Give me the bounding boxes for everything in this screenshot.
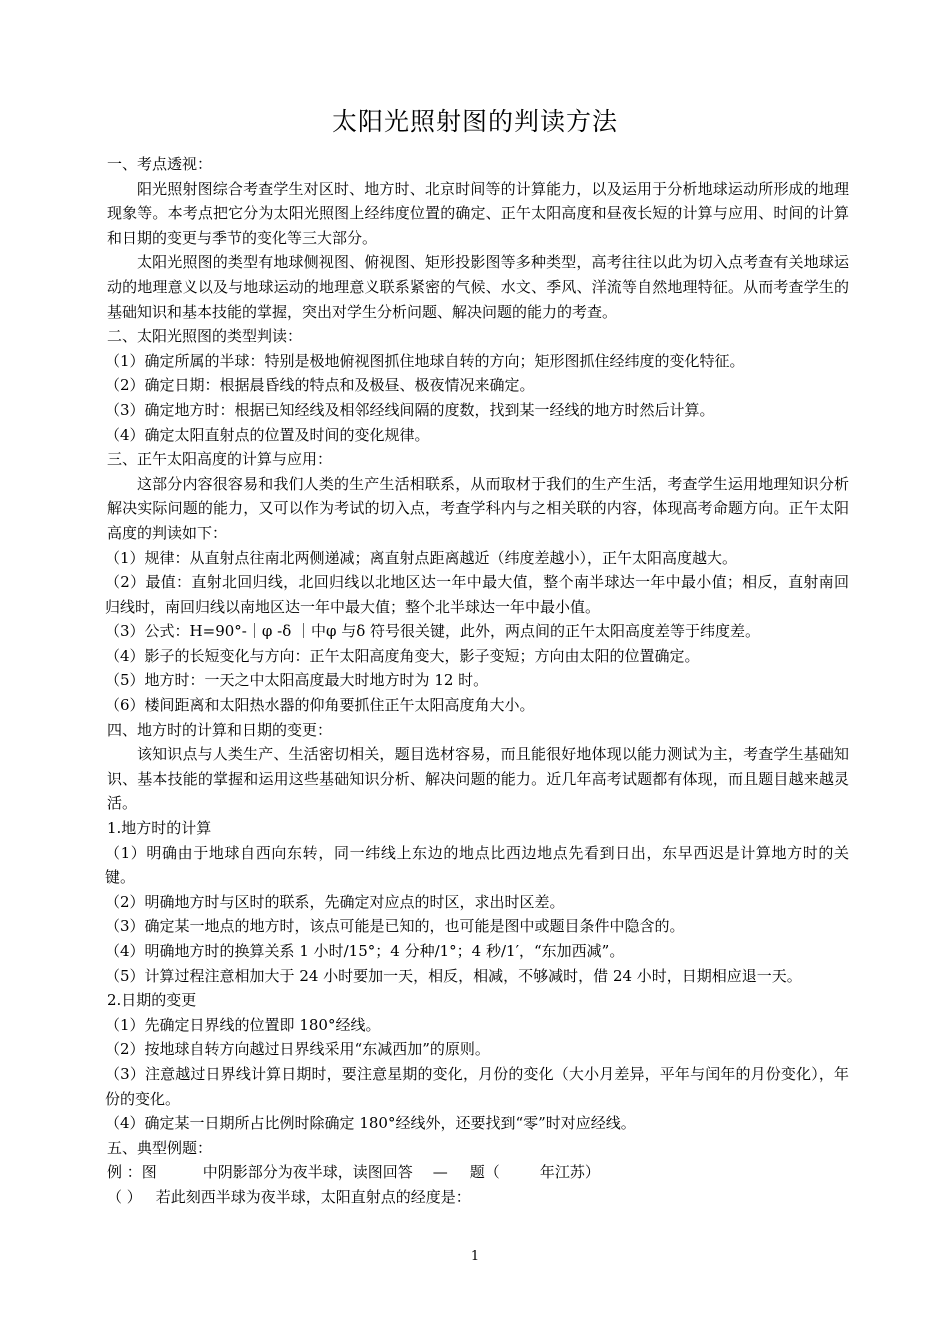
local-time-item: （5）计算过程注意相加大于 24 小时要加一天，相反，相减，不够减时，借 24 小时，日期相应退一天。 <box>105 966 802 985</box>
section-4-paragraph: 该知识点与人类生产、生活密切相关，题目选材容易，而且能很好地体现以能力测试为主，考查学生基础知识、基本技能的掌握和运用这些基础知识分析、解决问题的能力。近几年高考试题都有体现，而且题目越来越灵活。 <box>107 745 849 813</box>
section-3-item: （3）公式：H=90°-｜φ -δ ｜中φ 与δ 符号很关键，此外，两点间的正午太阳高度差等于纬度差。 <box>105 622 761 641</box>
section-1-heading: 一、考点透视： <box>107 155 213 173</box>
local-time-item: （2）明确地方时与区时的联系，先确定对应点的时区，求出时区差。 <box>105 892 565 911</box>
section-2-item: （1）确定所属的半球：特别是极地俯视图抓住地球自转的方向；矩形图抓住经纬度的变化特征。 <box>105 351 745 370</box>
example-text: 中阴影部分为夜半球，读图回答 <box>202 1163 413 1182</box>
section-3-item: （4）影子的长短变化与方向：正午太阳高度角变大，影子变短；方向由太阳的位置确定。 <box>105 646 700 665</box>
local-time-item: （4）明确地方时的换算关系 1 小时/15°；4 分种/1°；4 秒/1′，“东加西减”。 <box>105 942 625 960</box>
section-3-paragraph: 这部分内容很容易和我们人类的生产生活相联系，从而取材于我们的生产生活，考查学生运用地理知识分析解决实际问题的能力，又可以作为考试的切入点，考查学科内与之相关联的内容，体现高考命题方向。正午太阳高度的判读如下： <box>107 474 849 542</box>
date-change-item: （3）注意越过日界线计算日期时，要注意星期的变化，月份的变化（大小月差异，平年与闰年的月份变化），年份的变化。 <box>105 1064 849 1108</box>
section-2-item: （3）确定地方时：根据已知经线及相邻经线间隔的度数，找到某一经线的地方时然后计算。 <box>105 400 715 419</box>
section-1-paragraph-1: 阳光照射图综合考查学生对区时、地方时、北京时间等的计算能力，以及运用于分析地球运动所形成的地理现象等。本考点把它分为太阳光照图上经纬度位置的确定、正午太阳高度和昼夜长短的计算与应用、时间的计算和日期的变更与季节的变化等三大部分。 <box>107 179 849 247</box>
document-title: 太阳光照射图的判读方法 <box>331 107 618 136</box>
answer-bracket: （ ） <box>107 1187 142 1206</box>
section-2-item: （4）确定太阳直射点的位置及时间的变化规律。 <box>105 425 430 444</box>
section-4-heading: 四、地方时的计算和日期的变更： <box>107 720 333 739</box>
section-3-item: （5）地方时：一天之中太阳高度最大时地方时为 12 时。 <box>105 671 489 690</box>
subsection-local-time-heading: 1.地方时的计算 <box>107 819 212 838</box>
question-1-text: 若此刻西半球为夜半球，太阳直射点的经度是： <box>155 1187 471 1206</box>
subsection-date-change-heading: 2.日期的变更 <box>107 991 197 1010</box>
date-change-item: （2）按地球自转方向越过日界线采用“东减西加”的原则。 <box>105 1040 490 1059</box>
page-number: 1 <box>470 1249 480 1264</box>
date-change-item: （4）确定某一日期所占比例时除确定 180°经线外，还要找到“零”时对应经线。 <box>105 1114 636 1133</box>
document-body <box>107 152 849 1210</box>
section-3-item: （1）规律：从直射点往南北两侧递减；离直射点距离越近（纬度差越小），正午太阳高度越大。 <box>105 548 738 567</box>
example-label: 例 ：图 <box>107 1163 157 1182</box>
example-source-close: 年江苏） <box>539 1163 600 1182</box>
section-3-heading: 三、正午太阳高度的计算与应用： <box>107 450 333 469</box>
section-3-item: （2）最值：直射北回归线，北回归线以北地区达一年中最大值，整个南半球达一年中最小值；相反，直射南回归线时，南回归线以南地区达一年中最大值；整个北半球达一年中最小值。 <box>105 573 849 616</box>
example-source-open: 题（ <box>469 1163 500 1182</box>
example-line <box>107 1160 849 1185</box>
local-time-item: （1）明确由于地球自西向东转，同一纬线上东边的地点比西边地点先看到日出，东早西迟是计算地方时的关键。 <box>105 843 849 887</box>
section-3-item: （6）楼间距离和太阳热水器的仰角要抓住正午太阳高度角大小。 <box>105 696 535 715</box>
section-2-heading: 二、太阳光照图的类型判读： <box>107 327 303 346</box>
question-1-line <box>107 1185 849 1210</box>
section-5-heading: 五、典型例题： <box>107 1138 213 1157</box>
section-2-item: （2）确定日期：根据晨昏线的特点和及极昼、极夜情况来确定。 <box>105 376 535 395</box>
section-1-paragraph-2: 太阳光照图的类型有地球侧视图、俯视图、矩形投影图等多种类型，高考往往以此为切入点考查有关地球运动的地理意义以及与地球运动的地理意义联系紧密的气候、水文、季风、洋流等自然地理特征。从而考查学生的基础知识和基本技能的掌握，突出对学生分析问题、解决问题的能力的考查。 <box>107 253 849 321</box>
example-dash: — <box>432 1163 448 1182</box>
local-time-item: （3）确定某一地点的地方时，该点可能是已知的，也可能是图中或题目条件中隐含的。 <box>105 917 685 936</box>
date-change-item: （1）先确定日界线的位置即 180°经线。 <box>105 1015 381 1034</box>
